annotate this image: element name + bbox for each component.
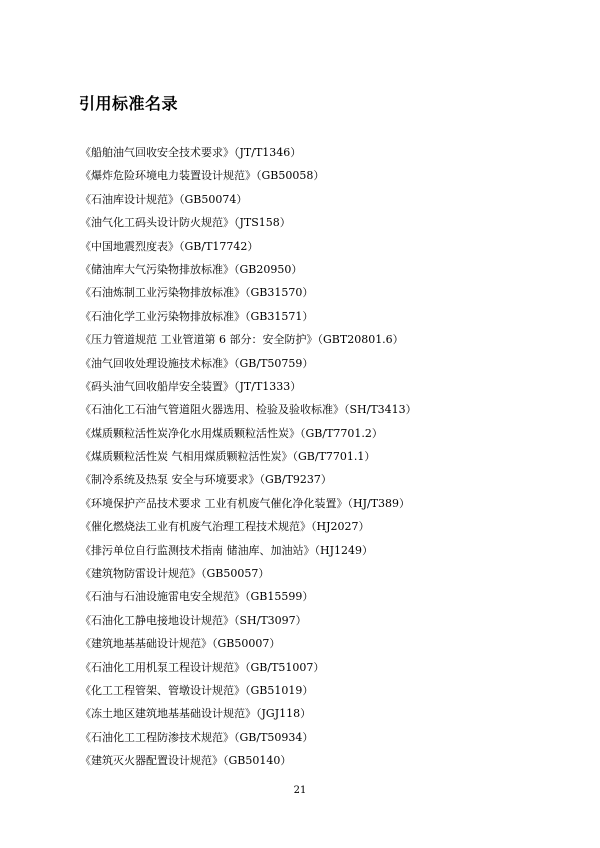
reference-item: 《环境保护产品技术要求 工业有机废气催化净化装置》（HJ/T389） (80, 496, 411, 510)
section-heading: 引用标准名录 (79, 94, 179, 113)
reference-list (80, 141, 560, 773)
reference-item: 《建筑灭火器配置设计规范》（GB50140） (80, 754, 292, 768)
reference-item: 《压力管道规范 工业管道第 6 部分：安全防护》（GBT20801.6） (80, 333, 404, 347)
page-number: 21 (293, 785, 307, 796)
reference-item: 《煤质颗粒活性炭 气相用煤质颗粒活性炭》（GB/T7701.1） (80, 450, 376, 464)
reference-item: 《石油化工静电接地设计规范》（SH/T3097） (80, 613, 307, 627)
reference-item: 《储油库大气污染物排放标准》（GB20950） (80, 262, 303, 276)
reference-item: 《石油化工石油气管道阻火器选用、检验及验收标准》（SH/T3413） (80, 403, 417, 417)
reference-item: 《石油炼制工业污染物排放标准》（GB31570） (80, 286, 314, 300)
reference-item: 《石油库设计规范》（GB50074） (80, 192, 248, 206)
reference-item: 《油气化工码头设计防火规范》（JTS158） (80, 216, 291, 230)
reference-item: 《石油化工工程防渗技术规范》（GB/T50934） (80, 730, 314, 744)
reference-item: 《石油与石油设施雷电安全规范》（GB15599） (80, 590, 314, 604)
reference-item: 《船舶油气回收安全技术要求》（JT/T1346） (80, 146, 302, 159)
reference-item: 《爆炸危险环境电力装置设计规范》（GB50058） (80, 169, 325, 183)
reference-item: 《煤质颗粒活性炭净化水用煤质颗粒活性炭》（GB/T7701.2） (80, 426, 383, 440)
reference-item: 《制冷系统及热泵 安全与环境要求》（GB/T9237） (80, 473, 332, 487)
reference-item: 《油气回收处理设施技术标准》（GB/T50759） (80, 356, 314, 370)
reference-item: 《石油化工用机泵工程设计规范》（GB/T51007） (80, 660, 325, 674)
reference-item: 《催化燃烧法工业有机废气治理工程技术规范》（HJ2027） (80, 520, 370, 534)
reference-item: 《石油化学工业污染物排放标准》（GB31571） (80, 309, 314, 323)
reference-item: 《排污单位自行监测技术指南 储油库、加油站》（HJ1249） (80, 543, 373, 557)
reference-item: 《建筑地基基础设计规范》（GB50007） (80, 637, 281, 651)
reference-item: 《冻土地区建筑地基基础设计规范》（JGJ118） (80, 707, 312, 721)
reference-item: 《建筑物防雷设计规范》（GB50057） (80, 567, 270, 581)
reference-item: 《码头油气回收船岸安全装置》（JT/T1333） (80, 379, 302, 393)
reference-item: 《化工工程管架、管墩设计规范》（GB51019） (80, 683, 314, 697)
reference-item: 《中国地震烈度表》（GB/T17742） (80, 239, 259, 253)
